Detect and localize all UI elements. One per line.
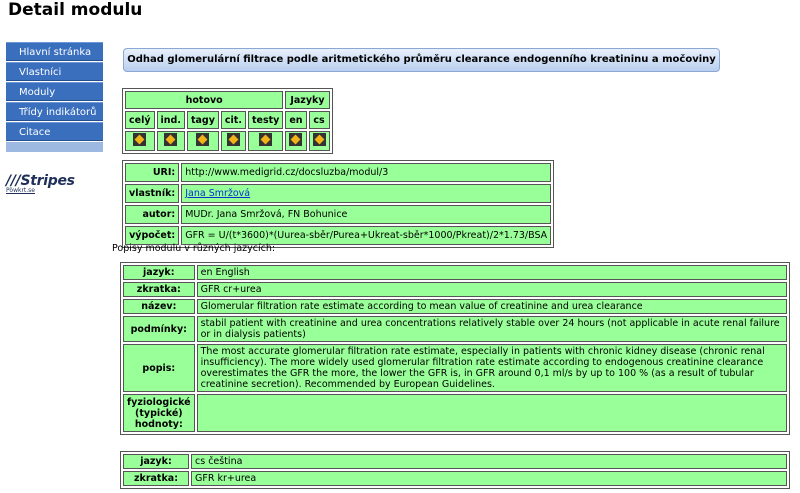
description-table-en (120, 262, 790, 435)
status-diamond-icon (227, 133, 240, 146)
owner-link[interactable]: Jana Smržová (185, 188, 251, 199)
owner-label: vlastník: (125, 184, 179, 203)
language-value: cs čeština (191, 454, 787, 469)
abbreviation-label: zkratka: (123, 282, 195, 297)
status-group-languages: Jazyky (285, 91, 329, 109)
physiological-values-value (197, 394, 787, 432)
sidebar-nav (6, 42, 103, 152)
abbreviation-label: zkratka: (123, 471, 189, 486)
page-title: Detail modulu (8, 0, 143, 20)
status-cell-en (285, 131, 306, 151)
status-diamond-icon (289, 133, 302, 146)
description-value: The most accurate glomerular filtration rate estimate, especially in patients with chronic kidney disease (chronic renal insufficiency). The more widely used glomerular filtration rate estimate according to endogenous creatinine clearance overestimates the GFR the more, the lower the GFR is, in GFR around 0,1 ml/s by up to 100 % (as a result of tubular creatinine secretion). Recommended by European Guidelines. (197, 344, 787, 392)
status-cell-cit (221, 131, 246, 151)
author-label: autor: (125, 205, 179, 224)
physiological-values-label: fyziologické (typické) hodnoty: (123, 394, 195, 432)
owner-cell (181, 184, 551, 203)
description-label: popis: (123, 344, 195, 392)
calculation-value: GFR = U/(t*3600)*(Uurea-sběr/Purea+Ukreat-sběr*1000/Pkreat)/2*1.73/BSA (181, 226, 551, 245)
descriptions-section-label: Popisy modulu v různých jazycích: (112, 243, 276, 254)
calculation-label: výpočet: (125, 226, 179, 245)
language-label: jazyk: (123, 265, 195, 280)
status-diamond-icon (313, 133, 326, 146)
status-diamond-icon (164, 133, 177, 146)
stripes-logo-text: ///Stripes (6, 173, 75, 189)
status-col-cit: cit. (221, 111, 246, 129)
conditions-value: stabil patient with creatinine and urea concentrations relatively stable over 24 hours (not applicable in acute renal failure or in dialysis patients) (197, 316, 787, 342)
status-table (122, 88, 333, 154)
sidebar-item-owners[interactable]: Vlastníci (6, 62, 103, 81)
uri-value: http://www.medigrid.cz/docsluzba/modul/3 (181, 163, 551, 182)
stripes-logo-subtext[interactable]: Pöwkrt.se (6, 187, 36, 194)
abbreviation-value: GFR cr+urea (197, 282, 787, 297)
status-cell-tests (248, 131, 283, 151)
module-info-table (122, 160, 554, 248)
abbreviation-value: GFR kr+urea (191, 471, 787, 486)
status-col-whole: celý (125, 111, 155, 129)
status-group-done: hotovo (125, 91, 283, 109)
status-cell-ind (157, 131, 185, 151)
name-value: Glomerular filtration rate estimate according to mean value of creatinine and urea clearance (197, 299, 787, 314)
status-col-ind: ind. (157, 111, 185, 129)
sidebar-item-home[interactable]: Hlavní stránka (6, 42, 103, 61)
status-cell-cs (309, 131, 330, 151)
status-col-en: en (285, 111, 306, 129)
sidebar-item-indicator-classes[interactable]: Třídy indikátorů (6, 102, 103, 121)
author-value: MUDr. Jana Smržová, FN Bohunice (181, 205, 551, 224)
status-col-tags: tagy (187, 111, 219, 129)
sidebar-item-citations[interactable]: Citace (6, 122, 103, 141)
description-table-cs (120, 451, 790, 489)
status-diamond-icon (196, 133, 209, 146)
status-col-tests: testy (248, 111, 283, 129)
language-value: en English (197, 265, 787, 280)
uri-label: URI: (125, 163, 179, 182)
sidebar-item-modules[interactable]: Moduly (6, 82, 103, 101)
status-cell-whole (125, 131, 155, 151)
name-label: název: (123, 299, 195, 314)
status-diamond-icon (133, 133, 146, 146)
stripes-logo[interactable] (6, 173, 86, 194)
status-col-cs: cs (309, 111, 330, 129)
sidebar-footer (6, 142, 103, 152)
status-diamond-icon (259, 133, 272, 146)
module-title-banner: Odhad glomerulární filtrace podle aritmetického průměru clearance endogenního kreatininu a močoviny (123, 48, 720, 72)
status-cell-tags (187, 131, 219, 151)
conditions-label: podmínky: (123, 316, 195, 342)
language-label: jazyk: (123, 454, 189, 469)
